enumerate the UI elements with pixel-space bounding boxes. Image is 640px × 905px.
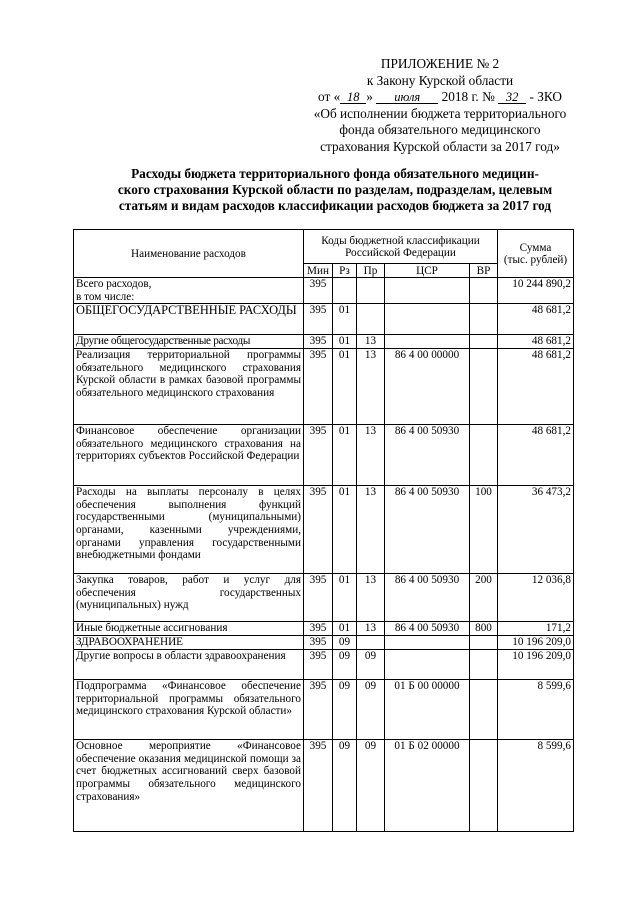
row-sum: 10 244 890,2 [498,278,574,304]
row-rz: 01 [333,304,357,335]
row-csr: 86 4 00 50930 [385,622,470,636]
row-vr: 200 [470,574,498,622]
table-row [74,278,574,304]
row-sum: 48 681,2 [498,349,574,425]
row-min: 395 [304,278,333,304]
row-pr: 13 [357,622,385,636]
table-row [74,636,574,650]
header-sum-line1: Сумма [519,241,552,254]
row-vr [470,740,498,832]
row-name: Всего расходов, в том числе: [74,278,304,304]
row-name: Другие общегосударственные расходы [74,335,304,349]
row-csr [385,278,470,304]
row-name: Расходы на выплаты персоналу в целях обеспечения выполнения функций государственными (муниципальными) органами, казенными учреждениями, органами управления государственными внебюджетными фондами [74,486,304,574]
row-sum: 8 599,6 [498,740,574,832]
header-sum-line2: (тыс. рублей) [503,253,568,266]
table-row [74,425,574,486]
row-vr [470,304,498,335]
row-rz: 01 [333,349,357,425]
row-rz: 01 [333,425,357,486]
row-pr: 13 [357,574,385,622]
row-min: 395 [304,486,333,574]
row-rz: 01 [333,335,357,349]
table-row [74,622,574,636]
row-vr [470,680,498,740]
row-pr: 13 [357,349,385,425]
appendix-law-reference: к Закону Курской области [366,72,514,88]
row-sum: 48 681,2 [498,304,574,335]
table-row [74,680,574,740]
row-rz: 01 [333,574,357,622]
table-row [74,335,574,349]
row-name: Реализация территориальной программы обязательного медицинского страхования Курской области в рамках базовой программы обязательного медицинского страхования [74,349,304,425]
row-sum: 12 036,8 [498,574,574,622]
row-name: Другие вопросы в области здравоохранения [74,650,304,680]
year-text: 2018 г. № [441,89,495,104]
row-min: 395 [304,304,333,335]
row-csr: 86 4 00 50930 [385,425,470,486]
appendix-law-title-1: «Об исполнении бюджета территориального [313,105,567,121]
appendix-law-title-2: фонда обязательного медицинского [339,122,541,137]
row-rz: 01 [333,622,357,636]
row-name: ЗДРАВООХРАНЕНИЕ [74,636,304,650]
row-rz [333,278,357,304]
row-vr [470,636,498,650]
row-pr: 13 [357,425,385,486]
row-csr [385,335,470,349]
header-name: Наименование расходов [74,230,304,278]
header-rz: Рз [333,264,357,278]
handwritten-day: 18 [340,91,366,104]
table-row [74,304,574,335]
row-min: 395 [304,650,333,680]
table-row [74,349,574,425]
row-pr: 13 [357,335,385,349]
header-codes: Коды бюджетной классификации Российской Федерации [304,230,498,264]
row-sum: 48 681,2 [498,335,574,349]
row-pr: 13 [357,486,385,574]
header-pr: Пр [357,264,385,278]
row-pr [357,636,385,650]
header-min: Мин [304,264,333,278]
row-min: 395 [304,349,333,425]
date-prefix: от « [317,89,341,104]
row-sum: 48 681,2 [498,425,574,486]
appendix-law-title-3: страхования Курской области за 2017 год» [320,138,560,154]
table-row [74,574,574,622]
header-sum [498,230,574,278]
row-rz: 09 [333,650,357,680]
row-sum: 171,2 [498,622,574,636]
row-min: 395 [304,636,333,650]
row-csr [385,304,470,335]
row-pr [357,304,385,335]
row-name: Основное мероприятие «Финансовое обеспечение оказания медицинской помощи за счет бюджетных ассигнований сверх базовой программы обязательного медицинского страхования» [74,740,304,832]
row-name: Финансовое обеспечение организации обязательного медицинского страхования на территориях субъектов Российской Федерации [74,425,304,486]
row-vr [470,349,498,425]
row-min: 395 [304,740,333,832]
row-sum: 10 196 209,0 [498,650,574,680]
row-vr [470,278,498,304]
quote-close: » [366,89,373,104]
row-csr [385,650,470,680]
row-min: 395 [304,622,333,636]
row-vr: 800 [470,622,498,636]
table-row [74,740,574,832]
row-csr: 01 Б 02 00000 [385,740,470,832]
row-vr [470,650,498,680]
appendix-title: ПРИЛОЖЕНИЕ № 2 [380,56,500,71]
row-vr [470,335,498,349]
row-name: Иные бюджетные ассигнования [74,622,304,636]
row-min: 395 [304,425,333,486]
row-sum: 36 473,2 [498,486,574,574]
document-title [80,166,590,214]
row-csr: 86 4 00 00000 [385,349,470,425]
row-name: ОБЩЕГОСУДАРСТВЕННЫЕ РАСХОДЫ [74,304,304,335]
table-row [74,486,574,574]
expenditure-table [73,229,574,832]
header-csr: ЦСР [385,264,470,278]
row-csr: 01 Б 00 00000 [385,680,470,740]
row-vr: 100 [470,486,498,574]
handwritten-month: июля [376,91,438,104]
title-line-1: Расходы бюджета территориального фонда обязательного медицин- [131,166,539,181]
row-csr [385,636,470,650]
appendix-header [290,56,590,155]
title-line-2: ского страхования Курской области по разделам, подразделам, целевым [117,182,553,197]
row-pr: 09 [357,650,385,680]
row-rz: 09 [333,740,357,832]
row-name: Подпрограмма «Финансовое обеспечение территориальной программы обязательного медицинского страхования Курской области» [74,680,304,740]
row-csr: 86 4 00 50930 [385,574,470,622]
row-min: 395 [304,335,333,349]
row-sum: 8 599,6 [498,680,574,740]
row-pr: 09 [357,740,385,832]
row-pr: 09 [357,680,385,740]
row-rz: 01 [333,486,357,574]
appendix-date-line [290,89,590,106]
row-name: Закупка товаров, работ и услуг для обеспечения государственных (муниципальных) нужд [74,574,304,622]
handwritten-law-number: 32 [498,91,526,104]
title-line-3: статьям и видам расходов классификации расходов бюджета за 2017 год [118,198,552,213]
row-csr: 86 4 00 50930 [385,486,470,574]
row-sum: 10 196 209,0 [498,636,574,650]
header-vr: ВР [470,264,498,278]
row-rz: 09 [333,680,357,740]
row-pr [357,278,385,304]
row-min: 395 [304,574,333,622]
row-min: 395 [304,680,333,740]
law-suffix: - ЗКО [529,89,562,104]
table-row [74,650,574,680]
row-rz: 09 [333,636,357,650]
row-vr [470,425,498,486]
